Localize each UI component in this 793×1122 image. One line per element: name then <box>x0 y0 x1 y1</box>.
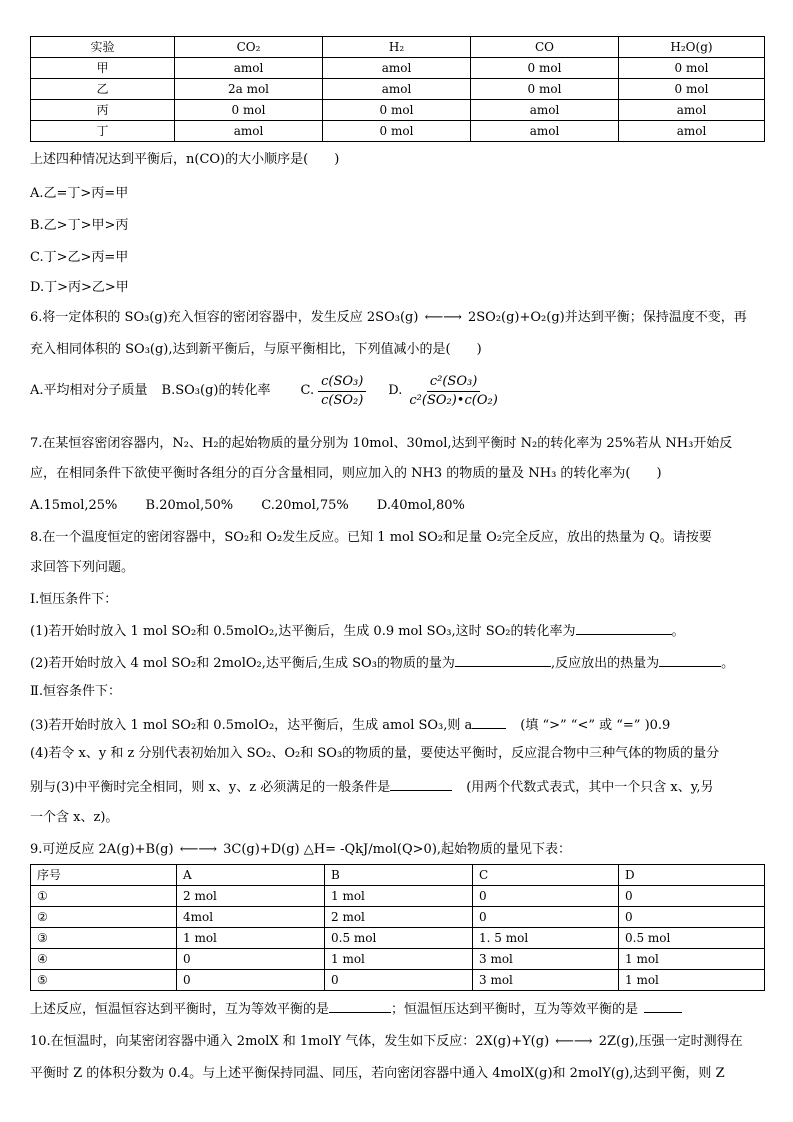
q7-option-a: A.15mol,25% <box>30 498 118 513</box>
q8-part-2-text-b: ,反应放出的热量为 <box>550 656 660 671</box>
table-cell: 0 <box>473 886 619 907</box>
table-cell: 0 <box>473 907 619 928</box>
table-cell: 3 mol <box>473 949 619 970</box>
table-header-cell: H₂ <box>323 37 471 58</box>
table-cell: amol <box>323 79 471 100</box>
table-cell: 1 mol <box>325 949 473 970</box>
table-header-cell: 实验 <box>31 37 175 58</box>
q8-line2: 求回答下列问题。 <box>30 560 135 575</box>
q6-option-b: B.SO₃(g)的转化率 <box>161 383 271 398</box>
q6-option-c-label: C. <box>300 383 315 398</box>
table-row <box>31 100 765 121</box>
fraction-numerator: c²(SO₃) <box>427 373 480 392</box>
table-header-cell: A <box>177 865 325 886</box>
q9-stem-a: 9.可逆反应 2A(g)+B(g) <box>30 842 174 857</box>
q10-line1 <box>30 1032 743 1052</box>
experiment-table <box>30 36 765 142</box>
table-row <box>31 58 765 79</box>
q8-part-4-text-a: 别与(3)中平衡时完全相同，则 x、y、z 必须满足的一般条件是 <box>30 780 391 795</box>
answer-blank[interactable] <box>576 620 672 635</box>
q8-part-1-end: 。 <box>671 624 685 639</box>
q8-line1: 8.在一个温度恒定的密闭容器中，SO₂和 O₂发生反应。已知 1 mol SO₂和足量 O₂完全反应，放出的热量为 Q。请按要 <box>30 530 712 545</box>
q5-option-c: C.丁>乙>丙=甲 <box>30 250 129 265</box>
q8-section-1: I.恒压条件下： <box>30 592 118 607</box>
table-cell: 丙 <box>31 100 175 121</box>
answer-blank[interactable] <box>329 998 391 1013</box>
table-cell: 0 mol <box>471 58 619 79</box>
q10-line1-b: 2Z(g),压强一定时测得在 <box>598 1034 743 1049</box>
table-row <box>31 79 765 100</box>
table-header-row <box>31 37 765 58</box>
q8-part-2-end: 。 <box>721 656 735 671</box>
q6-line1-part-a: 6.将一定体积的 SO₃(g)充入恒容的密闭容器中，发生反应 2SO₃(g) <box>30 310 419 325</box>
table-row <box>31 886 765 907</box>
table-cell: amol <box>619 100 765 121</box>
q9-after-text-a: 上述反应，恒温恒容达到平衡时，互为等效平衡的是 <box>30 1002 330 1017</box>
table-cell: ④ <box>31 949 177 970</box>
table-cell: 0 mol <box>619 79 765 100</box>
q9-after <box>30 998 682 1020</box>
table-header-cell: D <box>619 865 765 886</box>
table-cell: 0.5 mol <box>325 928 473 949</box>
table-header-cell: B <box>325 865 473 886</box>
table-cell: 0 <box>619 886 765 907</box>
table-cell: 0 mol <box>323 100 471 121</box>
q5-stem: 上述四种情况达到平衡后，n(CO)的大小顺序是( ) <box>30 152 340 167</box>
table-header-row <box>31 865 765 886</box>
answer-blank[interactable] <box>659 652 721 667</box>
q8-part-4-line3: 一个含 x、z)。 <box>30 810 119 825</box>
table-header-cell: CO₂ <box>175 37 323 58</box>
table-cell: 1 mol <box>619 970 765 991</box>
table-cell: 2 mol <box>325 907 473 928</box>
q9-after-text-b: ；恒温恒压达到平衡时，互为等效平衡的是 <box>391 1002 639 1017</box>
q8-part-2 <box>30 652 734 674</box>
q5-option-d: D.丁>丙>乙>甲 <box>30 280 129 295</box>
q8-part-3 <box>30 714 670 736</box>
table-header-cell: 序号 <box>31 865 177 886</box>
q8-section-2: Ⅱ.恒容条件下： <box>30 684 121 699</box>
q6-option-c-fraction <box>318 373 366 410</box>
q8-part-1 <box>30 620 685 642</box>
table-cell: 0 mol <box>619 58 765 79</box>
table-cell: 乙 <box>31 79 175 100</box>
table-cell: 0 <box>177 970 325 991</box>
q5-option-a: A.乙=丁>丙=甲 <box>30 186 129 201</box>
table-row <box>31 970 765 991</box>
q9-stem-b: 3C(g)+D(g) △H= -QkJ/mol(Q>0),起始物质的量见下表： <box>223 842 572 857</box>
q8-part-4-line2 <box>30 776 714 798</box>
q6-option-d-label: D. <box>388 383 403 398</box>
fraction-numerator: c(SO₃) <box>318 373 366 392</box>
q7-options <box>30 496 465 516</box>
table-cell: amol <box>323 58 471 79</box>
q10-line1-a: 10.在恒温时，向某密闭容器中通入 2molX 和 1molY 气体，发生如下反应：2X(g)+Y(g) <box>30 1034 550 1049</box>
initial-amounts-table <box>30 864 765 991</box>
table-cell: amol <box>471 121 619 142</box>
table-cell: amol <box>619 121 765 142</box>
table-cell: 4mol <box>177 907 325 928</box>
q7-option-b: B.20mol,50% <box>145 498 234 513</box>
equilibrium-arrow-icon: ⟵⟶ <box>555 1034 593 1049</box>
table-cell: 0.5 mol <box>619 928 765 949</box>
table-row <box>31 949 765 970</box>
table-cell: 0 <box>177 949 325 970</box>
table-row <box>31 121 765 142</box>
fraction-denominator: c²(SO₂)•c(O₂) <box>409 392 498 408</box>
table-cell: 3 mol <box>473 970 619 991</box>
table-cell: 0 mol <box>175 100 323 121</box>
q7-line2: 应，在相同条件下欲使平衡时各组分的百分含量相同，则应加入的 NH3 的物质的量及 NH₃ 的转化率为( ) <box>30 466 662 481</box>
q5-option-b: B.乙>丁>甲>丙 <box>30 218 129 233</box>
equilibrium-arrow-icon: ⟵⟶ <box>179 842 217 857</box>
q8-part-2-text-a: (2)若开始时放入 4 mol SO₂和 2molO₂,达平衡后,生成 SO₃的物质的量为 <box>30 656 455 671</box>
table-cell: 0 <box>325 970 473 991</box>
table-cell: 0 mol <box>323 121 471 142</box>
table-row <box>31 928 765 949</box>
equilibrium-arrow-icon: ⟵⟶ <box>424 310 462 325</box>
q8-part-3-text-b: (填 “>” “<” 或 “=” )0.9 <box>520 718 671 733</box>
table-cell: 0 <box>619 907 765 928</box>
q6-option-a: A.平均相对分子质量 <box>30 383 148 398</box>
table-cell: ① <box>31 886 177 907</box>
table-cell: 甲 <box>31 58 175 79</box>
q7-option-c: C.20mol,75% <box>261 498 349 513</box>
answer-blank[interactable] <box>644 998 682 1013</box>
q7-line1: 7.在某恒容密闭容器内，N₂、H₂的起始物质的量分别为 10mol、30mol,达到平衡时 N₂的转化率为 25%若从 NH₃开始反 <box>30 436 733 451</box>
q8-part-3-text-a: (3)若开始时放入 1 mol SO₂和 0.5molO₂，达平衡后，生成 amol SO₃,则 a <box>30 718 473 733</box>
q7-option-d: D.40mol,80% <box>376 498 465 513</box>
q6-options <box>30 370 505 412</box>
q6-option-d-fraction <box>406 373 500 410</box>
table-header-cell: CO <box>471 37 619 58</box>
table-cell: 1 mol <box>325 886 473 907</box>
table-cell: ② <box>31 907 177 928</box>
table-cell: 0 mol <box>471 79 619 100</box>
q6-line1-part-b: 2SO₂(g)+O₂(g)并达到平衡；保持温度不变，再 <box>467 310 747 325</box>
table-cell: amol <box>471 100 619 121</box>
q6-line1 <box>30 308 747 328</box>
q10-line2: 平衡时 Z 的体积分数为 0.4。与上述平衡保持同温、同压，若向密闭容器中通入 4molX(g)和 2molY(g),达到平衡，则 Z <box>30 1066 725 1081</box>
table-cell: ⑤ <box>31 970 177 991</box>
table-cell: 1 mol <box>619 949 765 970</box>
q8-part-4-text-b: (用两个代数式表式，其中一个只含 x、y,另 <box>466 780 714 795</box>
table-header-cell: H₂O(g) <box>619 37 765 58</box>
table-cell: 1 mol <box>177 928 325 949</box>
fraction-denominator: c(SO₂) <box>321 392 364 408</box>
answer-blank[interactable] <box>472 714 506 729</box>
table-cell: ③ <box>31 928 177 949</box>
q8-part-1-text: (1)若开始时放入 1 mol SO₂和 0.5molO₂,达平衡后，生成 0.9 mol SO₃,这时 SO₂的转化率为 <box>30 624 576 639</box>
table-cell: amol <box>175 121 323 142</box>
table-row <box>31 907 765 928</box>
answer-blank[interactable] <box>455 652 551 667</box>
table-cell: 2 mol <box>177 886 325 907</box>
answer-blank[interactable] <box>390 776 452 791</box>
q9-stem <box>30 840 571 860</box>
table-header-cell: C <box>473 865 619 886</box>
q6-line2: 充入相同体积的 SO₃(g),达到新平衡后，与原平衡相比，下列值减小的是( ) <box>30 342 482 357</box>
table-cell: 1. 5 mol <box>473 928 619 949</box>
table-cell: 2a mol <box>175 79 323 100</box>
q8-part-4-line1: (4)若令 x、y 和 z 分别代表初始加入 SO₂、O₂和 SO₃的物质的量，要使达平衡时，反应混合物中三种气体的物质的量分 <box>30 746 720 761</box>
table-cell: 丁 <box>31 121 175 142</box>
table-cell: amol <box>175 58 323 79</box>
